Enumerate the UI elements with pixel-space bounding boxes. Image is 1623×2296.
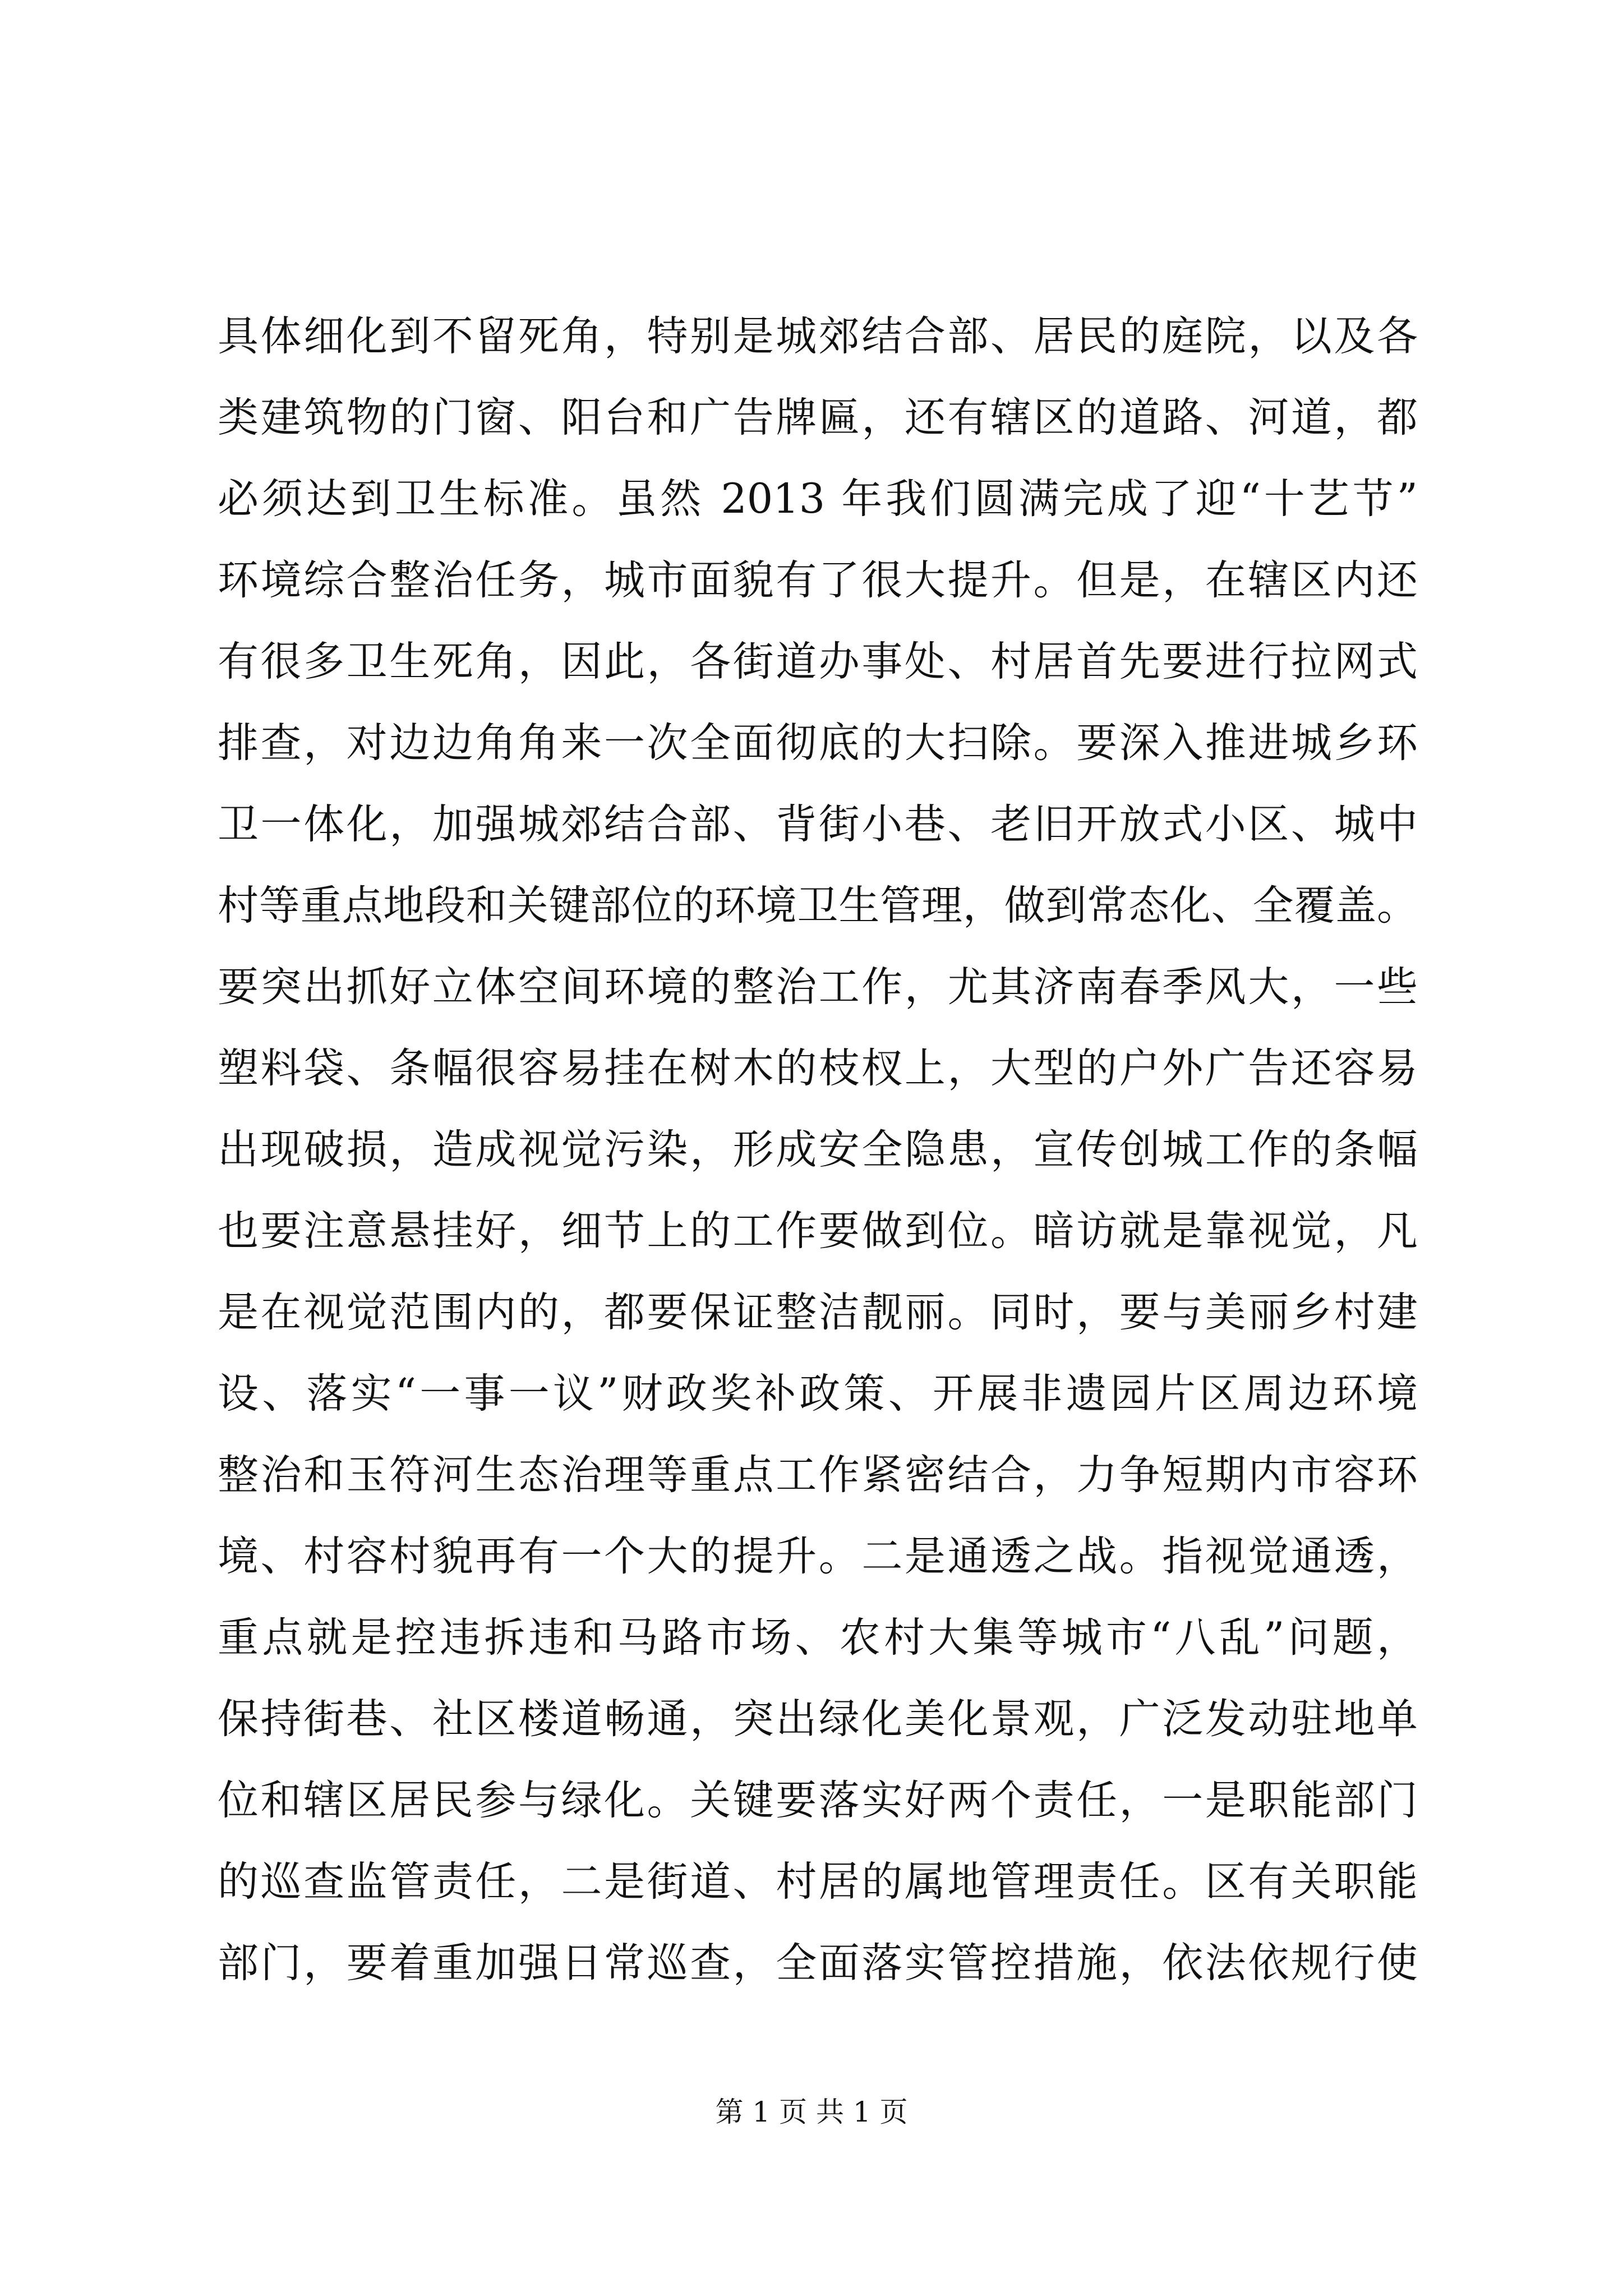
text-line: 保持街巷、社区楼道畅通，突出绿化美化景观，广泛发动驻地单 [218,1695,1418,1743]
text-line: 要突出抓好立体空间环境的整治工作，尤其济南春季风大，一些 [218,963,1418,1011]
text-line: 也要注意悬挂好，细节上的工作要做到位。暗访就是靠视觉，凡 [218,1207,1418,1255]
text-line: 卫一体化，加强城郊结合部、背街小巷、老旧开放式小区、城中 [218,800,1418,848]
text-line: 具体细化到不留死角，特别是城郊结合部、居民的庭院，以及各 [218,312,1418,360]
page-number-label: 第 1 页 共 1 页 [715,2096,908,2128]
text-line: 设、落实“一事一议”财政奖补政策、开展非遗园片区周边环境 [218,1370,1418,1418]
text-line: 重点就是控违拆违和马路市场、农村大集等城市“八乱”问题， [218,1614,1418,1662]
text-line: 部门，要着重加强日常巡查，全面落实管控措施，依法依规行使 [218,1939,1418,1987]
text-line: 整治和玉符河生态治理等重点工作紧密结合，力争短期内市容环 [218,1451,1418,1499]
text-line: 排查，对边边角角来一次全面彻底的大扫除。要深入推进城乡环 [218,719,1418,767]
text-line: 出现破损，造成视觉污染，形成安全隐患，宣传创城工作的条幅 [218,1126,1418,1174]
text-line: 境、村容村貌再有一个大的提升。二是通透之战。指视觉通透， [218,1533,1418,1580]
text-line: 是在视觉范围内的，都要保证整洁靓丽。同时，要与美丽乡村建 [218,1289,1418,1336]
text-line: 村等重点地段和关键部位的环境卫生管理，做到常态化、全覆盖。 [218,882,1418,930]
text-line: 位和辖区居民参与绿化。关键要落实好两个责任，一是职能部门 [218,1777,1418,1824]
text-line: 必须达到卫生标准。虽然 2013 年我们圆满完成了迎“十艺节” [218,475,1418,523]
text-line: 类建筑物的门窗、阳台和广告牌匾，还有辖区的道路、河道，都 [218,394,1418,441]
text-line: 有很多卫生死角，因此，各街道办事处、村居首先要进行拉网式 [218,638,1418,685]
page-footer [0,2095,1623,2129]
text-line: 塑料袋、条幅很容易挂在树木的枝杈上，大型的户外广告还容易 [218,1045,1418,1092]
text-line: 的巡查监管责任，二是街道、村居的属地管理责任。区有关职能 [218,1858,1418,1906]
text-line: 环境综合整治任务，城市面貌有了很大提升。但是，在辖区内还 [218,556,1418,604]
